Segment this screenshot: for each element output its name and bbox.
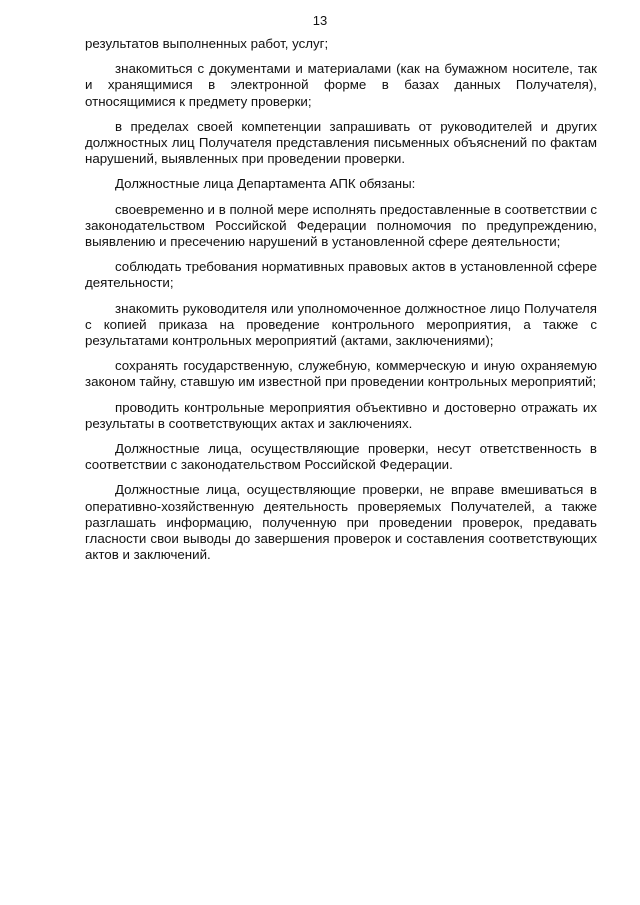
paragraph-duty-execute-powers: своевременно и в полной мере исполнять предоставленные в соответствии с законодательством Российской Федерации полномочия по предупреждению, выявлению и пресечению нарушений в установленной сфере деятельности; xyxy=(85,201,597,250)
paragraph-right-request-explanations: в пределах своей компетенции запрашивать от руководителей и других должностных лиц Получателя представления письменных объяснений по фактам нарушений, выявленных при проведении проверки. xyxy=(85,118,597,167)
paragraph-duty-keep-secret: сохранять государственную, служебную, коммерческую и иную охраняемую законом тайну, ставшую им известной при проведении контрольных мероприятий; xyxy=(85,358,597,390)
paragraph-right-review-documents: знакомиться с документами и материалами (как на бумажном носителе, так и хранящимися в электронной форме в базах данных Получателя), относящимися к предмету проверки; xyxy=(85,61,597,109)
paragraph-duty-objective-reporting: проводить контрольные мероприятия объективно и достоверно отражать их результаты в соответствующих актах и заключениях. xyxy=(85,399,597,431)
paragraph-continuation: результатов выполненных работ, услуг; xyxy=(85,36,329,51)
paragraph-restrictions: Должностные лица, осуществляющие проверки, не вправе вмешиваться в оперативно-хозяйственную деятельность проверяемых Получателей, а также разглашать информацию, полученную при проведении проверок, предавать гласности свои выводы до завершения проверок и составления соответствующих актов и заключений. xyxy=(85,482,597,563)
page-number: 13 xyxy=(312,13,328,28)
paragraph-responsibility: Должностные лица, осуществляющие проверки, несут ответственность в соответствии с законодательством Российской Федерации. xyxy=(85,441,597,473)
document-body xyxy=(85,36,597,572)
paragraph-duty-inform-recipient: знакомить руководителя или уполномоченное должностное лицо Получателя с копией приказа на проведение контрольного мероприятия, а также с результатами контрольных мероприятий (актами, заключениями); xyxy=(85,300,597,349)
paragraph-duty-comply-requirements: соблюдать требования нормативных правовых актов в установленной сфере деятельности; xyxy=(85,259,597,291)
paragraph-duties-heading: Должностные лица Департамента АПК обязаны: xyxy=(115,176,416,192)
